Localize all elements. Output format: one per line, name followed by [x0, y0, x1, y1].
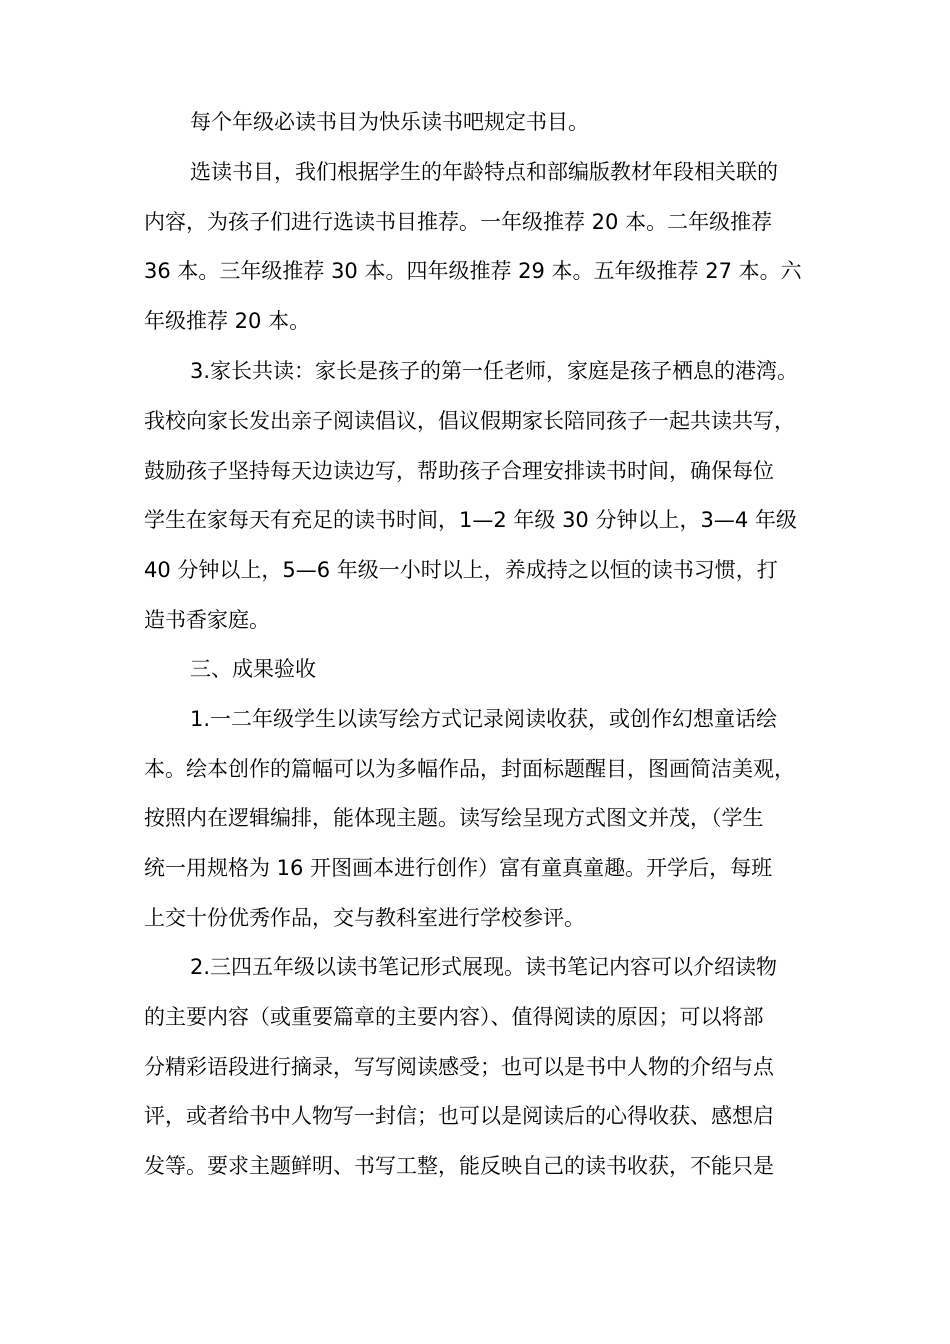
text-line: 年级推荐 20 本。	[144, 309, 311, 333]
text-line: 本。绘本创作的篇幅可以为多幅作品，封面标题醒目，图画简洁美观，	[144, 757, 795, 781]
text-line: 1.一二年级学生以读写绘方式记录阅读收获，或创作幻想童话绘	[190, 707, 778, 731]
text-line: 每个年级必读书目为快乐读书吧规定书目。	[190, 110, 589, 134]
text-line: 造书香家庭。	[144, 608, 270, 632]
text-line: 鼓励孩子坚持每天边读边写，帮助孩子合理安排读书时间，确保每位	[144, 459, 774, 483]
text-line: 3.家长共读：家长是孩子的第一任老师，家庭是孩子栖息的港湾。	[190, 359, 799, 383]
text-line: 统一用规格为 16 开图画本进行创作）富有童真童趣。开学后，每班	[144, 856, 773, 880]
text-line: 2.三四五年级以读书笔记形式展现。读书笔记内容可以介绍读物	[190, 955, 778, 979]
text-line: 分精彩语段进行摘录，写写阅读感受；也可以是书中人物的介绍与点	[144, 1055, 774, 1079]
text-line: 学生在家每天有充足的读书时间，1—2 年级 30 分钟以上，3—4 年级	[144, 508, 797, 532]
text-line: 上交十份优秀作品，交与教科室进行学校参评。	[144, 906, 585, 930]
text-line: 内容，为孩子们进行选读书目推荐。一年级推荐 20 本。二年级推荐	[144, 210, 773, 234]
text-line: 36 本。三年级推荐 30 本。四年级推荐 29 本。五年级推荐 27 本。六	[144, 259, 802, 283]
text-line: 我校向家长发出亲子阅读倡议，倡议假期家长陪同孩子一起共读共写，	[144, 409, 795, 433]
text-line: 评，或者给书中人物写一封信；也可以是阅读后的心得收获、感想启	[144, 1104, 774, 1128]
text-line: 选读书目，我们根据学生的年龄特点和部编版教材年段相关联的	[190, 160, 778, 184]
section-heading: 三、成果验收	[190, 657, 316, 681]
text-line: 的主要内容（或重要篇章的主要内容）、值得阅读的原因；可以将部	[144, 1005, 764, 1029]
text-line: 40 分钟以上，5—6 年级一小时以上，养成持之以恒的读书习惯，打	[144, 558, 778, 582]
text-line: 按照内在逻辑编排，能体现主题。读写绘呈现方式图文并茂，（学生	[144, 806, 764, 830]
text-line: 发等。要求主题鲜明、书写工整，能反映自己的读书收获，不能只是	[144, 1154, 774, 1178]
